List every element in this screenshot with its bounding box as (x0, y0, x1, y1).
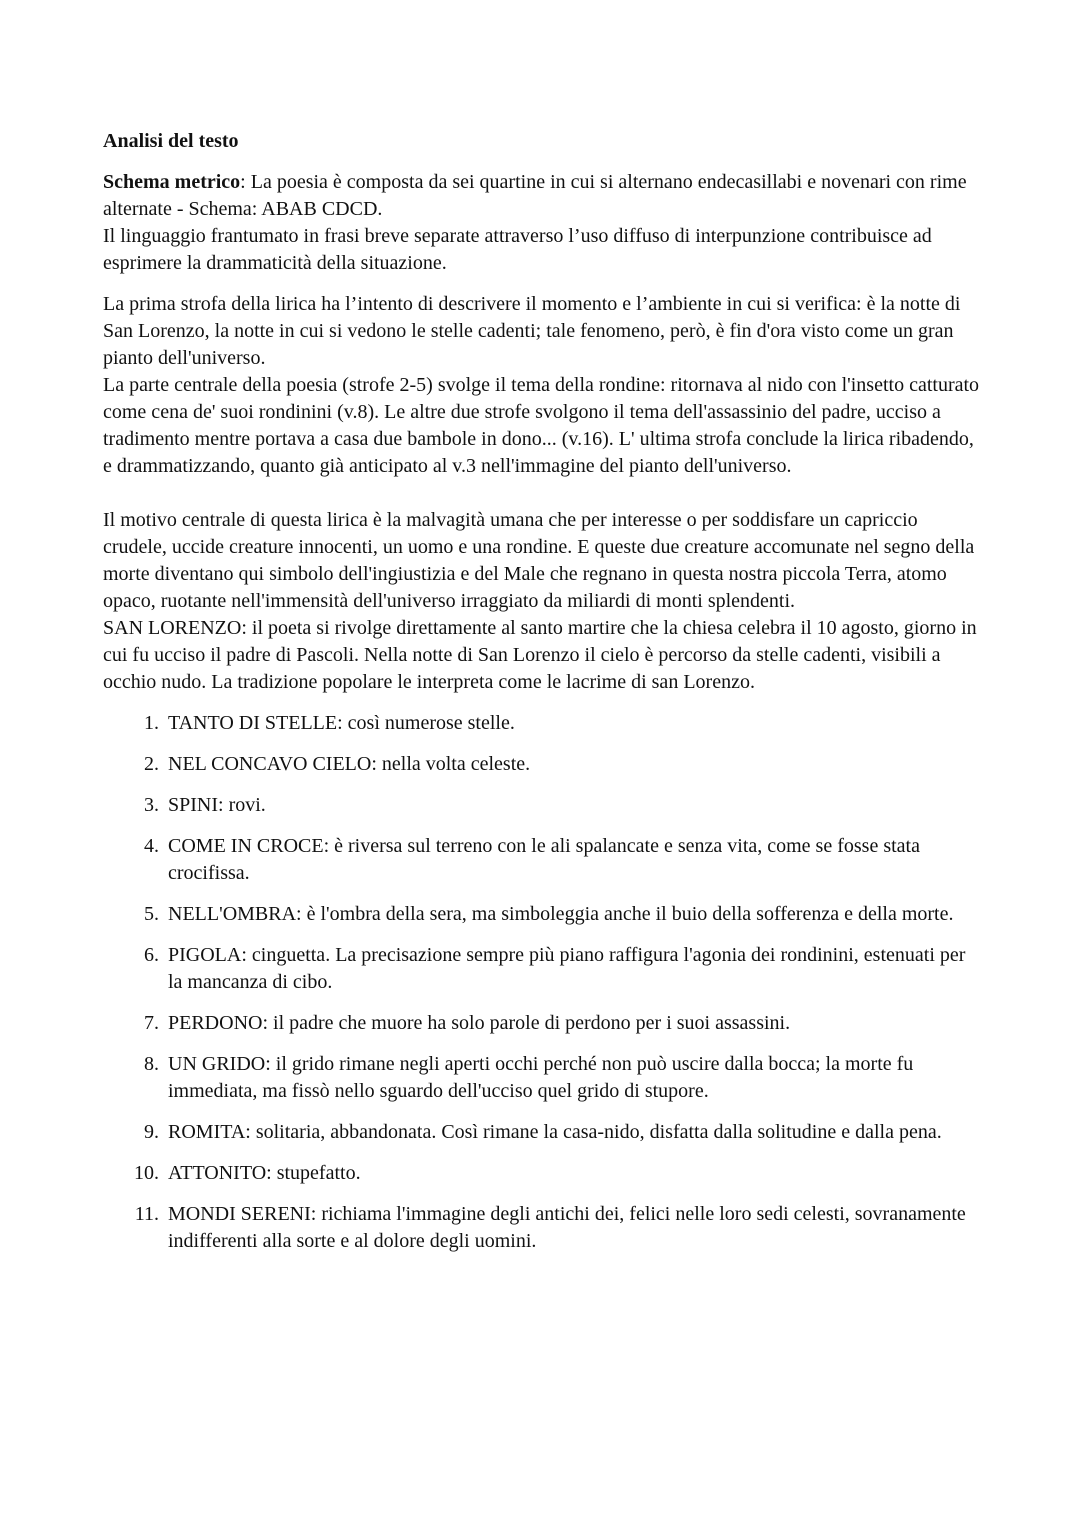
document-page (103, 128, 983, 1269)
list-item-number: 2. (144, 753, 159, 775)
list-item-text: PIGOLA: cinguetta. La precisazione sempre più piano raffigura l'agonia dei rondinini, estenuati per la mancanza di cibo. (168, 944, 966, 993)
list-item-text: ATTONITO: stupefatto. (168, 1162, 361, 1184)
list-item (103, 710, 983, 737)
list-item-text: NELL'OMBRA: è l'ombra della sera, ma simboleggia anche il buio della sofferenza e della morte. (168, 903, 954, 925)
list-item-number: 7. (144, 1012, 159, 1034)
list-item (103, 1119, 983, 1146)
list-item-number: 11. (134, 1203, 159, 1225)
list-item-text: ROMITA: solitaria, abbandonata. Così rimane la casa-nido, disfatta dalla solitudine e dalla pena. (168, 1121, 942, 1143)
list-item-text: SPINI: rovi. (168, 794, 266, 816)
list-item-number: 6. (144, 944, 159, 966)
first-stanza-paragraph: La prima strofa della lirica ha l’intento di descrivere il momento e l’ambiente in cui si verifica: è la notte di San Lorenzo, la notte in cui si vedono le stelle cadenti; tale fenomeno, però, è fin d'ora visto come un gran pianto dell'universo. (103, 293, 961, 369)
list-item-number: 9. (144, 1121, 159, 1143)
list-item-number: 1. (144, 712, 159, 734)
list-item-number: 5. (144, 903, 159, 925)
list-item (103, 1160, 983, 1187)
list-item (103, 1010, 983, 1037)
list-item-number: 10. (134, 1162, 159, 1184)
list-item (103, 901, 983, 928)
list-item-number: 8. (144, 1053, 159, 1075)
notes-list (103, 710, 983, 1255)
central-motif-paragraph: Il motivo centrale di questa lirica è la malvagità umana che per interesse o per soddisfare un capriccio crudele, uccide creature innocenti, un uomo e una rondine. E queste due creature accomunate nel segno della morte diventano qui simbolo dell'ingiustizia e del Male che regnano in questa nostra piccola Terra, atomo opaco, ruotante nell'immensità dell'universo irraggiato da miliardi di monti splendenti. (103, 509, 975, 612)
metric-scheme-paragraph (103, 169, 983, 223)
list-item (103, 1051, 983, 1105)
list-item-text: PERDONO: il padre che muore ha solo parole di perdono per i suoi assassini. (168, 1012, 791, 1034)
list-item (103, 942, 983, 996)
list-item-text: COME IN CROCE: è riversa sul terreno con le ali spalancate e senza vita, come se fosse stata crocifissa. (168, 835, 920, 884)
language-paragraph: Il linguaggio frantumato in frasi breve separate attraverso l’uso diffuso di interpunzione contribuisce ad esprimere la drammaticità della situazione. (103, 225, 932, 274)
list-item-number: 3. (144, 794, 159, 816)
central-part-paragraph: La parte centrale della poesia (strofe 2-5) svolge il tema della rondine: ritornava al nido con l'insetto catturato come cena de' suoi rondinini (v.8). Le altre due strofe svolgono il tema dell'assassinio del padre, ucciso a tradimento mentre portava a casa due bambole in dono... (v.16). L' ultima strofa conclude la lirica ribadendo, e drammatizzando, quanto già anticipato al v.3 nell'immagine del pianto dell'universo. (103, 374, 980, 477)
section-title: Analisi del testo (103, 130, 239, 152)
metric-scheme-text: : La poesia è composta da sei quartine in cui si alternano endecasillabi e novenari con rime alternate - Schema: ABAB CDCD. (103, 171, 967, 220)
list-item (103, 792, 983, 819)
list-item (103, 1201, 983, 1255)
list-item-number: 4. (144, 835, 159, 857)
list-item (103, 751, 983, 778)
list-item-text: TANTO DI STELLE: così numerose stelle. (168, 712, 515, 734)
list-item-text: NEL CONCAVO CIELO: nella volta celeste. (168, 753, 531, 775)
list-item-text: UN GRIDO: il grido rimane negli aperti occhi perché non può uscire dalla bocca; la morte fu immediata, ma fissò nello sguardo dell'ucciso quel grido di stupore. (168, 1053, 914, 1102)
list-item (103, 833, 983, 887)
san-lorenzo-paragraph: SAN LORENZO: il poeta si rivolge direttamente al santo martire che la chiesa celebra il 10 agosto, giorno in cui fu ucciso il padre di Pascoli. Nella notte di San Lorenzo il cielo è percorso da stelle cadenti, visibili a occhio nudo. La tradizione popolare le interpreta come le lacrime di san Lorenzo. (103, 617, 977, 693)
list-item-text: MONDI SERENI: richiama l'immagine degli antichi dei, felici nelle loro sedi celesti, sovranamente indifferenti alla sorte e al dolore degli uomini. (168, 1203, 966, 1252)
metric-scheme-label: Schema metrico (103, 171, 241, 193)
